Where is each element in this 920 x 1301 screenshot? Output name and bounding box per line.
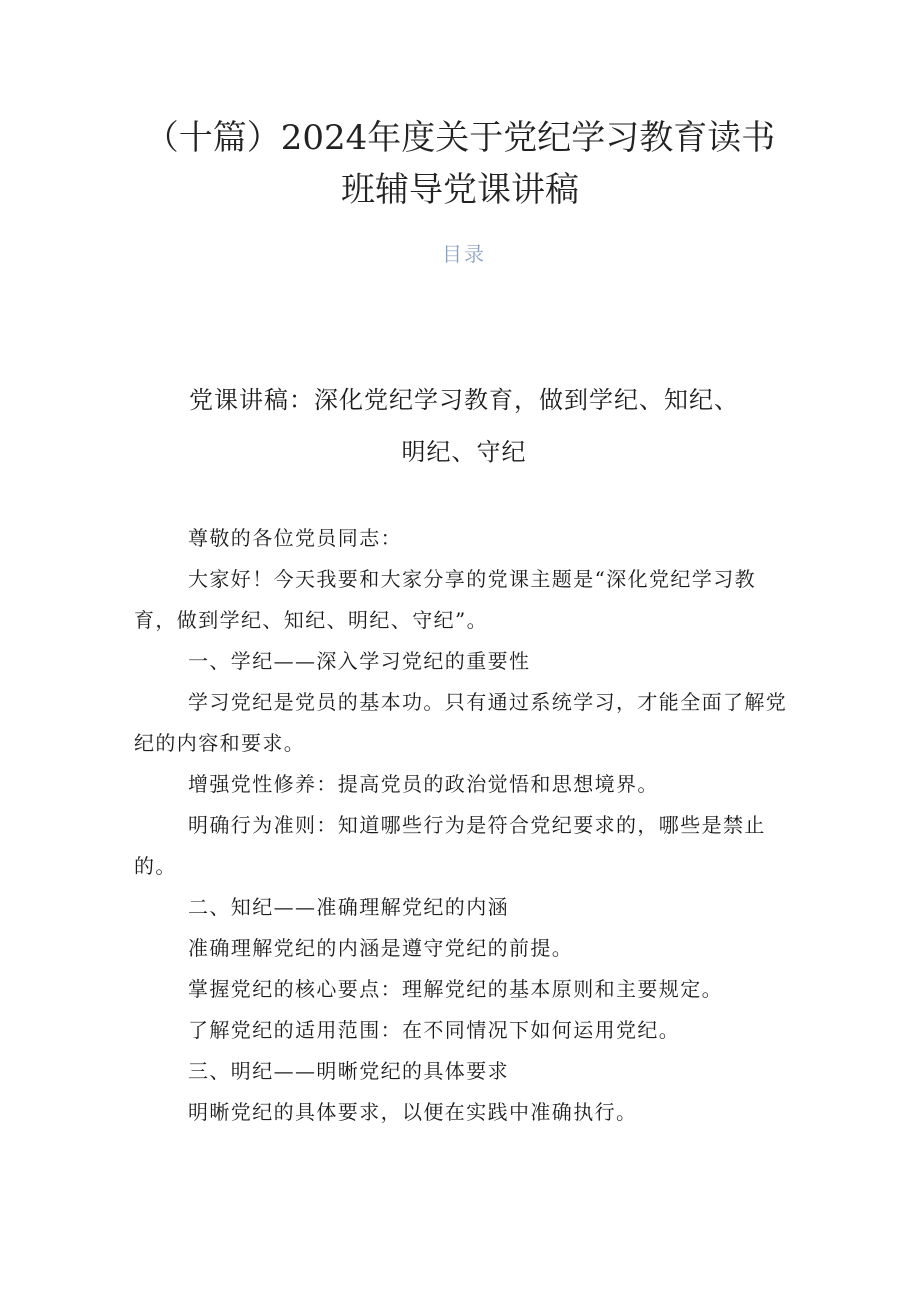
section-heading-line-2: 明纪、守纪 xyxy=(401,438,527,466)
document-title xyxy=(90,112,830,216)
intro-paragraph: 大家好！今天我要和大家分享的党课主题是“深化党纪学习教育，做到学纪、知纪、明纪、守纪”。 xyxy=(134,567,757,632)
document-title-line-2: 班辅导党课讲稿 xyxy=(341,170,579,210)
paragraph: 准确理解党纪的内涵是遵守党纪的前提。 xyxy=(188,936,574,960)
document-title-line-1: （十篇）2024年度关于党纪学习教育读书 xyxy=(144,118,776,158)
section-heading xyxy=(100,374,828,478)
paragraph: 增强党性修养：提高党员的政治觉悟和思想境界。 xyxy=(188,772,659,796)
paragraph: 了解党纪的适用范围：在不同情况下如何运用党纪。 xyxy=(188,1018,681,1042)
subheading-3: 三、明纪——明晰党纪的具体要求 xyxy=(188,1059,509,1083)
subheading-1: 一、学纪——深入学习党纪的重要性 xyxy=(188,649,531,673)
paragraph: 学习党纪是党员的基本功。只有通过系统学习，才能全面了解党纪的内容和要求。 xyxy=(134,690,788,755)
paragraph: 明确行为准则：知道哪些行为是符合党纪要求的，哪些是禁止的。 xyxy=(134,813,766,878)
table-of-contents-link[interactable]: 目录 xyxy=(442,242,486,266)
subheading-2: 二、知纪——准确理解党纪的内涵 xyxy=(188,895,509,919)
paragraph: 掌握党纪的核心要点：理解党纪的基本原则和主要规定。 xyxy=(188,977,723,1001)
document-body xyxy=(134,518,794,1133)
paragraph: 明晰党纪的具体要求，以便在实践中准确执行。 xyxy=(188,1100,638,1124)
salutation: 尊敬的各位党员同志： xyxy=(188,526,402,550)
section-heading-line-1: 党课讲稿：深化党纪学习教育，做到学纪、知纪、 xyxy=(189,386,739,414)
